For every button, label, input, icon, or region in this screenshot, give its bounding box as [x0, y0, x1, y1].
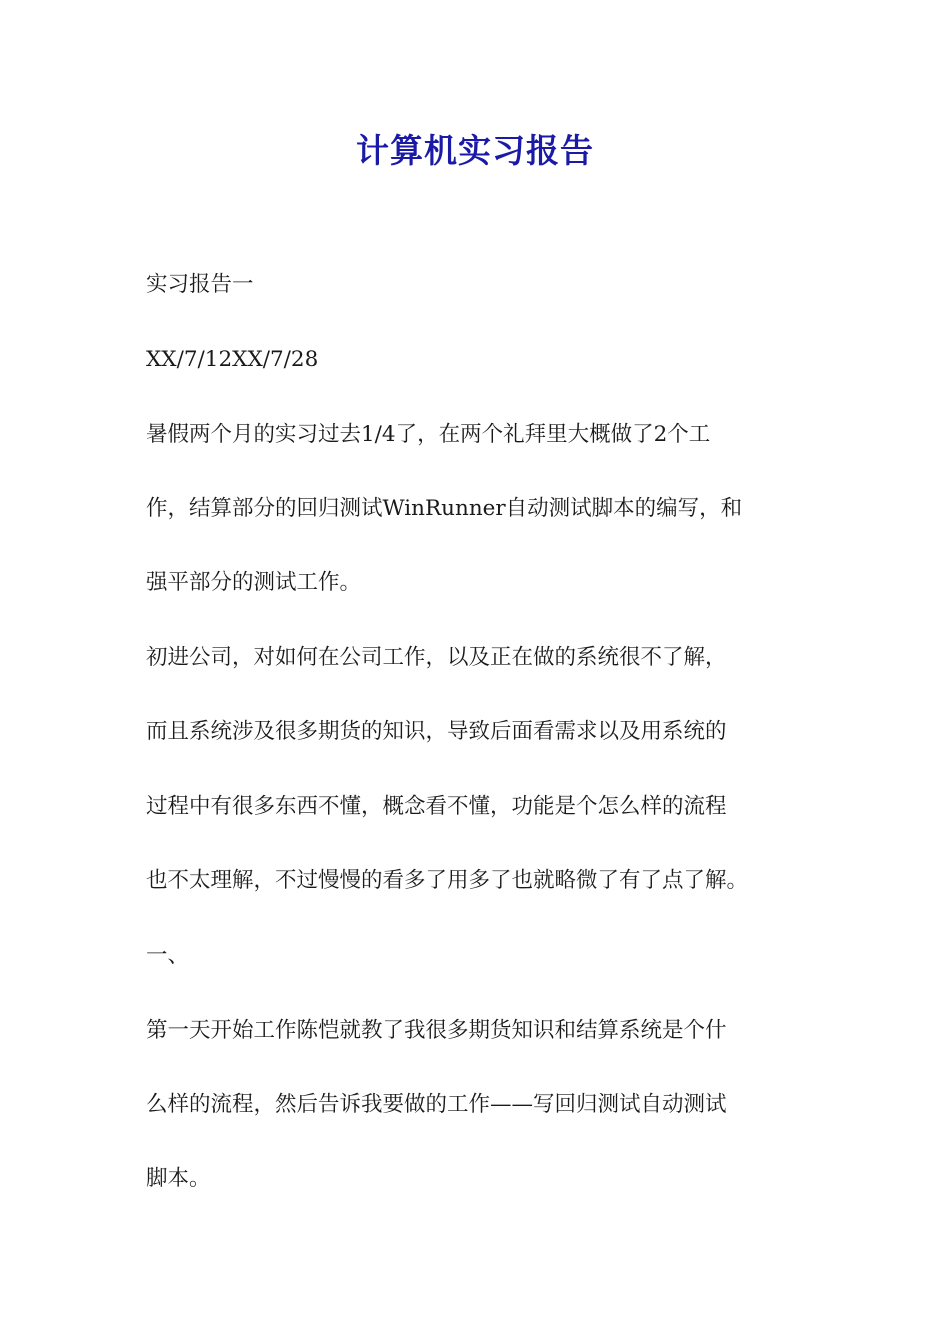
paragraph-line: 初进公司，对如何在公司工作，以及正在做的系统很不了解， [146, 645, 727, 670]
paragraph-line: 作，结算部分的回归测试WinRunner自动测试脚本的编写，和 [146, 496, 743, 521]
list-marker: 一、 [146, 943, 190, 968]
section-heading: 实习报告一 [146, 272, 254, 297]
paragraph-line: 暑假两个月的实习过去1/4了，在两个礼拜里大概做了2个工 [146, 422, 711, 447]
paragraph-line: 而且系统涉及很多期货的知识，导致后面看需求以及用系统的 [146, 719, 727, 744]
paragraph-line: 强平部分的测试工作。 [146, 570, 362, 595]
paragraph-line: 脚本。 [146, 1166, 211, 1191]
document-title: 计算机实习报告 [356, 131, 594, 170]
paragraph-line: 第一天开始工作陈恺就教了我很多期货知识和结算系统是个什 [146, 1018, 727, 1043]
paragraph-line: 么样的流程，然后告诉我要做的工作——写回归测试自动测试 [146, 1092, 727, 1117]
paragraph-line: 过程中有很多东西不懂，概念看不懂，功能是个怎么样的流程 [146, 794, 727, 819]
paragraph-line: 也不太理解，不过慢慢的看多了用多了也就略微了有了点了解。 [146, 868, 749, 893]
date-range: XX/7/12XX/7/28 [146, 347, 319, 372]
